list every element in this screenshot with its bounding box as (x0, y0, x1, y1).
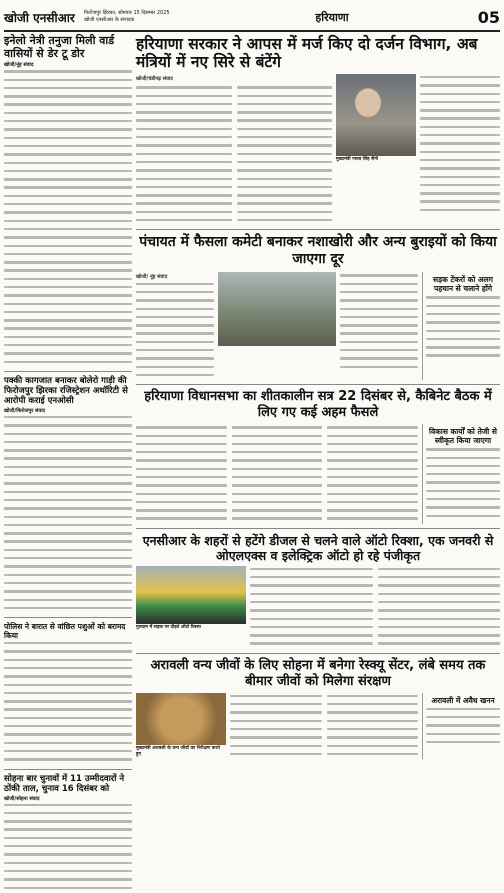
leopard-photo (136, 693, 226, 745)
aravali-headline: अरावली वन्य जीवों के लिए सोहना में बनेगा रेस्क्यू सेंटर, लंबे समय तक बीमार जीवों को मिलेगा संरक्षण (150, 657, 486, 689)
masthead (4, 4, 500, 32)
side3-headline: अरावली में अवैध खनन (431, 695, 495, 705)
side1-headline: सड़क टेंकरों को अलग पहचान से चलाने होंगे (433, 275, 493, 294)
cm-photo-caption: मुख्यमंत्री नायब सिंह सैनी (336, 157, 378, 162)
story3-body (4, 642, 132, 764)
panchayat-photo (218, 272, 336, 346)
story1-headline: इनेलो नेत्री तनुजा मिली वार्ड वासियों से डेर टू डोर (4, 34, 115, 60)
story4-byline: खोजी/सोहना संवाद (4, 795, 40, 802)
dateline-editor: खोजी एनसीआर के संपादक (84, 17, 135, 23)
page-number: 05 (477, 7, 500, 27)
main-column (136, 35, 500, 893)
left-column (4, 35, 132, 893)
panchayat-body (136, 272, 214, 380)
side-story-3 (422, 693, 500, 759)
dateline-date: फिरोजपुर झिरका, सोमवार 15 दिसम्बर 2025 (84, 10, 170, 16)
ncr-headline: एनसीआर के शहरों से हटेंगे डीजल से चलने वाले ऑटो रिक्शा, एक जनवरी से ओएलएक्स व इलेक्ट्रिक ऑटो हो रहे पंजीकृत (142, 532, 494, 563)
section-title: हरियाणा (315, 10, 349, 24)
auto-rickshaw-photo (136, 566, 246, 624)
ncr-body (250, 566, 500, 649)
side-story-2 (422, 424, 500, 524)
cm-photo (336, 74, 416, 156)
story1-byline: खोजी/नूंह संवाद (4, 62, 34, 69)
story4-body (4, 804, 132, 893)
side-story-1 (422, 272, 500, 380)
auto-rickshaw-caption: गुरुग्राम में सड़क पर दौड़ते ऑटो रिक्शा (136, 624, 201, 630)
panchayat-byline: खोजी/ नूंह संवाद (136, 274, 168, 281)
story2-byline: खोजी/फिरोजपुर संवाद (4, 407, 46, 414)
panchayat-headline: पंचायत में फैसला कमेटी बनाकर नशाखोरी और अन्य बुराइयों को किया जाएगा दूर (139, 234, 497, 268)
dateline (84, 10, 194, 24)
newspaper-logo: खोजी एनसीआर (4, 10, 75, 25)
leopard-caption: मुख्यमंत्री अरावली के वन्य जीवों का निरीक्षण करते हुए (136, 745, 220, 757)
side2-headline: विकास कार्यों को तेजी से स्वीकृत किया जाएगा (429, 427, 497, 446)
story3-headline: पोलिस ने बारात से वांछित पशुओं को बरामद किया (4, 622, 126, 641)
story2-headline: पक्की कागजात बनाकर बोलेरो गाड़ी की फिरोजपुर झिरका रजिस्ट्रेशन अथॉरिटी से आरोपी कराई एनओसी (4, 375, 128, 406)
story1-body (4, 70, 132, 367)
vidhansabha-body (136, 424, 418, 524)
lead-body (136, 74, 332, 225)
story4-headline: सोहना बार चुनावों में 11 उम्मीदवारों ने ठोंकी ताल, चुनाव 16 दिसंबर को (4, 773, 125, 794)
lead-byline: खोजी/चंडीगढ़ संवाद (136, 76, 173, 82)
story2-body (4, 416, 132, 613)
aravali-body (230, 693, 418, 759)
vidhansabha-headline: हरियाणा विधानसभा का शीतकालीन सत्र 22 दिसंबर से, कैबिनेट बैठक में लिए गए कई अहम फैसले (144, 389, 492, 421)
lead-headline: हरियाणा सरकार ने आपस में मर्ज किए दो दर्जन विभाग, अब मंत्रियों में नए सिरे से बंटेंगे (136, 35, 478, 71)
